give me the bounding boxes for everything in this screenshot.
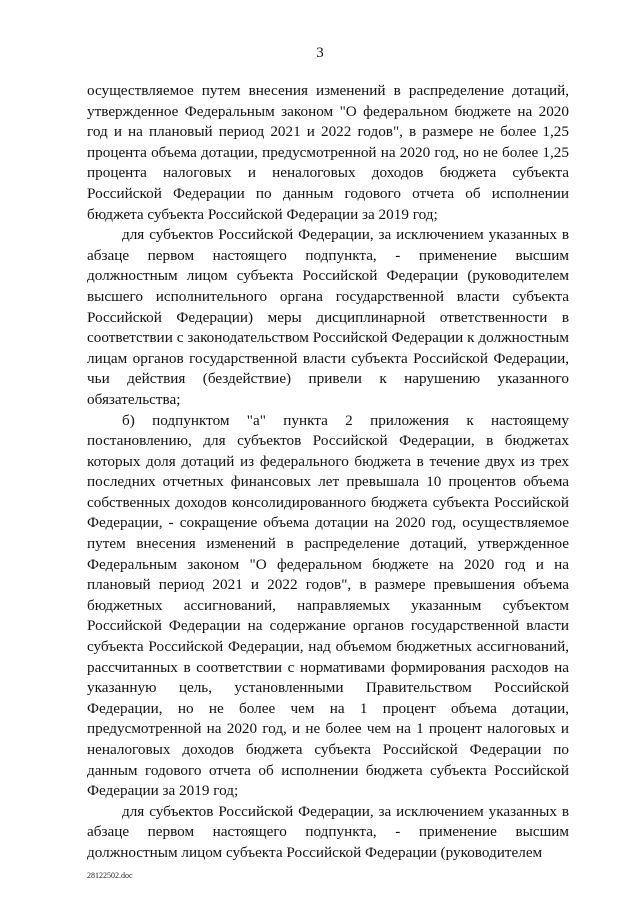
page-number: 3 xyxy=(316,45,324,61)
document-body xyxy=(87,81,569,864)
footer-file-code: 28122502.doc xyxy=(87,871,133,880)
paragraph: для субъектов Российской Федерации, за исключением указанных в абзаце первом настоящего подпункта, - применение высшим должностным лицом субъекта Российской Федерации (руководителем xyxy=(87,802,569,861)
paragraph: для субъектов Российской Федерации, за исключением указанных в абзаце первом настоящего подпункта, - применение высшим должностным лицом субъекта Российской Федерации (руководителем высшего исполнительного органа государственной власти субъекта Российской Федерации) меры дисциплинарной ответственности в соответствии с законодательством Российской Федерации к должностным лицам органов государственной власти субъекта Российской Федерации, чьи действия (бездействие) привели к нарушению указанного обязательства; xyxy=(87,226,569,408)
paragraph: б) подпунктом "а" пункта 2 приложения к настоящему постановлению, для субъектов Российской Федерации, в бюджетах которых доля дотаций из федерального бюджета в течение двух из трех последних отчетных финансовых лет превышала 10 процентов объема собственных доходов консолидированного бюджета субъекта Российской Федерации, - сокращение объема дотации на 2020 год, осуществляемое путем внесения изменений в распределение дотаций, утвержденное Федеральным законом "О федеральном бюджете на 2020 год и на плановый период 2021 и 2022 годов", в размере превышения объема бюджетных ассигнований, направляемых указанным субъектом Российской Федерации на содержание органов государственной власти субъекта Российской Федерации, над объемом бюджетных ассигнований, рассчитанных в соответствии с нормативами формирования расходов на указанную цель, установленными Правительством Российской Федерации, но не более чем на 1 процент объема дотации, предусмотренной на 2020 год, и не более чем на 1 процент налоговых и неналоговых доходов бюджета субъекта Российской Федерации по данным годового отчета об исполнении бюджета субъекта Российской Федерации за 2019 год; xyxy=(87,411,569,800)
paragraph: осуществляемое путем внесения изменений в распределение дотаций, утвержденное Федеральным законом "О федеральном бюджете на 2020 год и на плановый период 2021 и 2022 годов", в размере не более 1,25 процента объема дотации, предусмотренной на 2020 год, но не более 1,25 процента налоговых и неналоговых доходов бюджета субъекта Российской Федерации по данным годового отчета об исполнении бюджета субъекта Российской Федерации за 2019 год; xyxy=(87,82,569,223)
